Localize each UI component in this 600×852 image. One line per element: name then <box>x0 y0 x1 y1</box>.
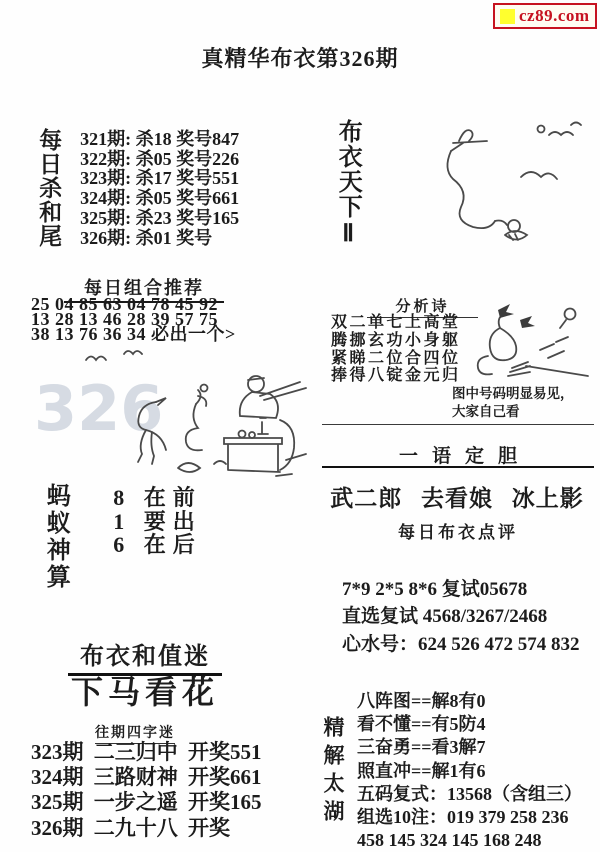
taihu-line: 组选10注：019 379 258 236 <box>357 807 569 828</box>
combo-row: 13 28 13 46 28 39 57 75 <box>31 309 218 330</box>
ant-oracle-row: 8 在前 <box>113 485 202 510</box>
taihu-line: 照直冲==解1有6 <box>357 760 486 781</box>
combo-row: 38 13 76 36 34 必出一个> <box>31 324 236 345</box>
taihu-line: 458 145 324 145 168 248 <box>357 830 542 851</box>
yuding-top-rule <box>322 424 594 425</box>
poem-line: 捧得八锭金元归 <box>331 367 461 385</box>
daily-kill-title: 每日杀和尾 <box>36 128 62 248</box>
history-title: 往期四字迷 <box>95 722 175 744</box>
hezhi-title: 布衣和值迷 <box>68 636 222 676</box>
flag-ribbon-doodle-sketch <box>393 113 595 245</box>
daily-kill-row: 322期: 杀05 奖号226 <box>80 148 240 169</box>
number-picks-block <box>342 576 580 658</box>
yuding-subtitle: 每日布衣点评 <box>398 523 518 542</box>
taihu-lines <box>357 688 582 852</box>
ant-oracle-section <box>42 483 277 591</box>
ant-oracle-row: 1 要出 <box>113 508 202 534</box>
history-row: 325期 一步之遥 开奖165 <box>31 790 262 815</box>
taihu-line: 看不懂==有5防4 <box>357 714 486 735</box>
direct-pick-line: 直选复试 4568/3267/2468 <box>342 606 548 628</box>
yuding-title: 一语定胆 <box>398 446 531 467</box>
daily-kill-row: 325期: 杀23 奖号165 <box>80 207 240 228</box>
daily-kill-row: 323期: 杀17 奖号551 <box>80 168 240 189</box>
sketch-caption <box>452 385 574 421</box>
logo-text: cz89.com <box>519 6 590 25</box>
sketch-watermark: 326 <box>34 372 164 445</box>
sketch-caption-line: 大家自己看 <box>452 404 520 419</box>
yuding-bottom-rule <box>322 466 594 468</box>
taihu-line: 三奋勇==看3解7 <box>357 737 486 758</box>
logo-yellow-square-icon <box>500 9 515 24</box>
poem-lines <box>331 314 461 385</box>
ant-oracle-row: 6 在后 <box>113 532 202 557</box>
poem-line: 紧睇二位合四位 <box>331 349 461 367</box>
ant-oracle-title: 蚂蚁神算 <box>42 483 69 591</box>
daily-kill-row: 321期: 杀18 奖号847 <box>80 129 240 149</box>
daily-kill-section <box>36 128 336 248</box>
gourd-bird-doodle-sketch <box>448 298 596 384</box>
daily-kill-rows <box>80 128 239 248</box>
poem-line: 双二单七上高堂 <box>331 314 461 331</box>
combo-row: 25 04 85 63 04 78 45 92 <box>31 294 218 314</box>
taihu-line: 八阵图==解8有0 <box>357 691 486 711</box>
taihu-title: 精解太湖 <box>321 716 346 828</box>
ant-oracle-rows <box>113 483 202 591</box>
daily-kill-row: 324期: 杀05 奖号661 <box>80 188 240 209</box>
poem-line: 腾挪玄功小身躯 <box>331 331 461 349</box>
page-title: 真精华布衣第326期 <box>201 46 399 71</box>
hezhi-riddle: 下马看花 <box>70 674 219 710</box>
crane-scholar-sketch <box>28 344 310 482</box>
history-rows <box>31 740 262 841</box>
tianxia-title: 布衣天下Ⅱ <box>334 119 361 248</box>
taihu-line: 五码复式：13568（含组三） <box>357 783 583 804</box>
history-row: 326期 二九十八 开奖 <box>31 815 230 840</box>
lucky-numbers-line: 心水号：624 526 472 574 832 <box>342 633 580 655</box>
combo-title: 每日组合推荐 <box>64 274 224 303</box>
yuding-phrase: 武二郎 去看娘 冰上影 <box>330 486 584 511</box>
site-logo[interactable] <box>493 3 597 29</box>
combo-number-rows <box>31 294 236 345</box>
daily-kill-row: 326期: 杀01 奖号 <box>80 227 213 248</box>
history-row: 324期 三路财神 开奖661 <box>31 765 262 790</box>
sketch-caption-line: 图中号码明显易见， <box>452 386 574 401</box>
taihu-section <box>322 688 600 852</box>
history-row: 323期 二三归中 开奖551 <box>31 740 262 764</box>
duplex-test-line: 7*9 2*5 8*6 复试05678 <box>342 579 528 600</box>
poem-title: 分析诗 <box>367 295 477 318</box>
